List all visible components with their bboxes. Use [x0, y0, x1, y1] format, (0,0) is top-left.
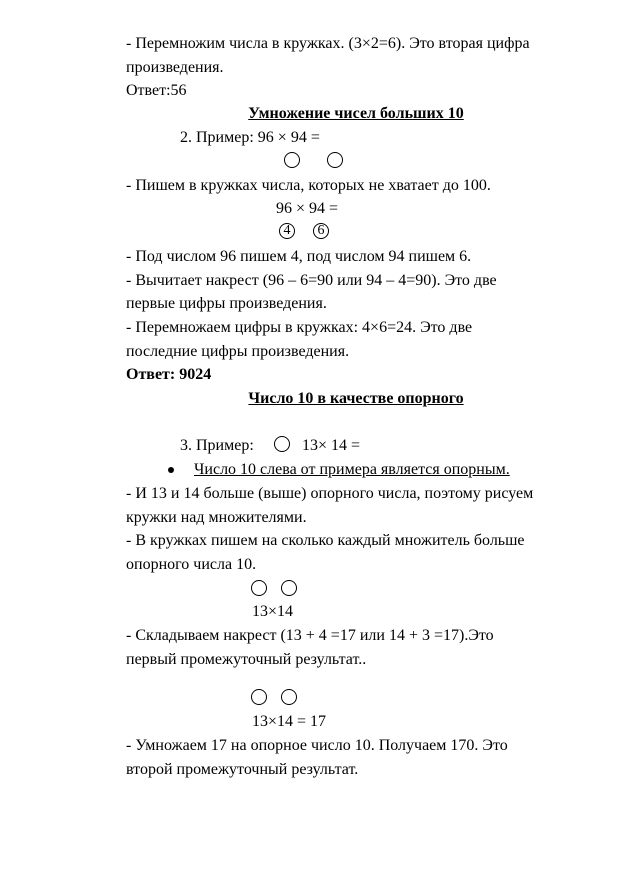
bullet-text: Число 10 слева от примера является опорным. — [194, 461, 510, 478]
answer-line: Ответ:56 — [126, 82, 187, 99]
line: первые цифры произведения. — [126, 295, 327, 312]
circle-4: 4 — [279, 223, 295, 239]
line: произведения. — [126, 59, 224, 76]
section-heading: Умножение чисел больших 10 — [248, 105, 464, 122]
section-heading: Число 10 в качестве опорного — [248, 390, 464, 407]
circle-6: 6 — [313, 223, 329, 239]
line: - Перемножим числа в кружках. (3×2=6). Это вторая цифра — [126, 35, 530, 52]
empty-circle — [251, 580, 267, 596]
empty-circle — [251, 689, 267, 705]
line: - В кружках пишем на сколько каждый множитель больше — [126, 532, 525, 549]
line: - Умножаем 17 на опорное число 10. Получаем 170. Это — [126, 737, 508, 754]
empty-circle — [281, 580, 297, 596]
empty-circle — [274, 436, 290, 452]
line: первый промежуточный результат.. — [126, 651, 367, 668]
line: - Складываем накрест (13 + 4 =17 или 14 + 3 =17).Это — [126, 627, 494, 644]
line: 96 × 94 = — [276, 200, 339, 217]
line: - Вычитает накрест (96 – 6=90 или 94 – 4=90). Это две — [126, 272, 497, 289]
expression: 13×14 — [252, 603, 294, 620]
expression: 13×14 = 17 — [252, 713, 327, 730]
example-expression: 13× 14 = — [302, 437, 361, 454]
answer-line: Ответ: 9024 — [126, 366, 212, 383]
line: - И 13 и 14 больше (выше) опорного числа, поэтому рисуем — [126, 485, 534, 502]
bullet-icon — [168, 467, 174, 473]
example-line: 3. Пример: — [180, 437, 254, 454]
line: опорного числа 10. — [126, 556, 257, 573]
empty-circle — [281, 689, 297, 705]
example-line: 2. Пример: 96 × 94 = — [180, 129, 320, 146]
line: последние цифры произведения. — [126, 343, 350, 360]
line: - Под числом 96 пишем 4, под числом 94 пишем 6. — [126, 248, 472, 265]
line: кружки над множителями. — [126, 509, 307, 526]
line: - Пишем в кружках числа, которых не хватает до 100. — [126, 177, 491, 194]
empty-circle — [327, 152, 343, 168]
empty-circle — [284, 152, 300, 168]
line: второй промежуточный результат. — [126, 761, 359, 778]
line: - Перемножаем цифры в кружках: 4×6=24. Это две — [126, 319, 473, 336]
